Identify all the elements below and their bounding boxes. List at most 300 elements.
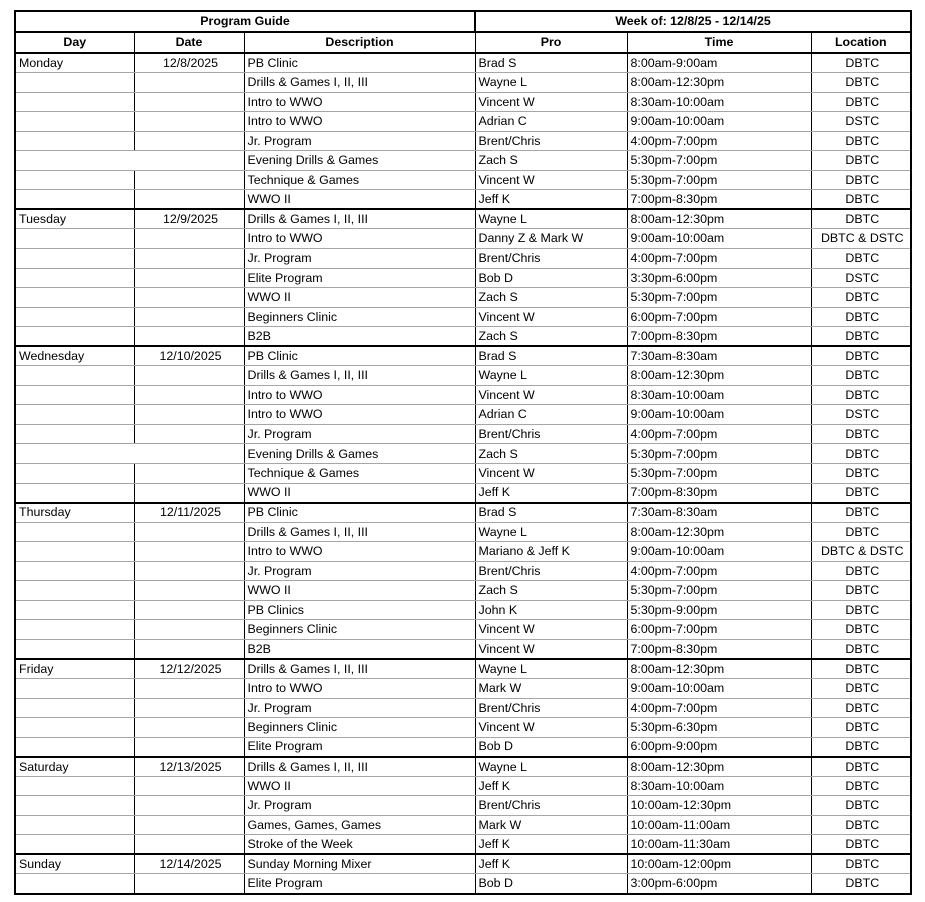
cell-time: 10:00am-12:30pm xyxy=(627,796,811,816)
cell-day: Friday xyxy=(15,659,134,679)
cell-time: 3:30pm-6:00pm xyxy=(627,268,811,288)
table-row xyxy=(15,151,911,171)
cell-date xyxy=(134,522,244,542)
cell-date xyxy=(134,776,244,796)
table-row xyxy=(15,131,911,151)
cell-description: WWO II xyxy=(244,288,475,308)
cell-pro: Mark W xyxy=(475,815,627,835)
cell-day xyxy=(15,718,134,738)
cell-location: DBTC & DSTC xyxy=(811,229,911,249)
cell-location: DBTC xyxy=(811,620,911,640)
cell-date: 12/12/2025 xyxy=(134,659,244,679)
cell-day: Sunday xyxy=(15,854,134,874)
cell-day xyxy=(15,835,134,855)
cell-location: DBTC xyxy=(811,698,911,718)
cell-description: Jr. Program xyxy=(244,698,475,718)
cell-date xyxy=(134,424,244,444)
table-row xyxy=(15,463,911,483)
table-row xyxy=(15,190,911,210)
cell-description: Drills & Games I, II, III xyxy=(244,659,475,679)
table-row xyxy=(15,112,911,132)
cell-time: 7:00pm-8:30pm xyxy=(627,190,811,210)
cell-day: Thursday xyxy=(15,503,134,523)
table-row xyxy=(15,737,911,757)
cell-day xyxy=(15,405,134,425)
cell-pro: Jeff K xyxy=(475,483,627,503)
cell-pro: Vincent W xyxy=(475,92,627,112)
cell-date xyxy=(134,796,244,816)
cell-pro: Wayne L xyxy=(475,73,627,93)
cell-description: WWO II xyxy=(244,776,475,796)
table-row xyxy=(15,835,911,855)
cell-description: Jr. Program xyxy=(244,561,475,581)
cell-description: Intro to WWO xyxy=(244,112,475,132)
cell-day xyxy=(15,679,134,699)
cell-location: DBTC xyxy=(811,92,911,112)
cell-pro: Adrian C xyxy=(475,112,627,132)
cell-description: Beginners Clinic xyxy=(244,307,475,327)
cell-time: 5:30pm-7:00pm xyxy=(627,170,811,190)
column-header-pro: Pro xyxy=(475,32,627,53)
table-row xyxy=(15,854,911,874)
cell-date xyxy=(134,248,244,268)
cell-pro: Wayne L xyxy=(475,209,627,229)
cell-date xyxy=(134,405,244,425)
cell-location: DBTC xyxy=(811,463,911,483)
cell-time: 8:30am-10:00am xyxy=(627,776,811,796)
cell-day xyxy=(15,815,134,835)
cell-location: DBTC xyxy=(811,503,911,523)
cell-time: 6:00pm-7:00pm xyxy=(627,307,811,327)
cell-pro: Brent/Chris xyxy=(475,131,627,151)
cell-day xyxy=(15,307,134,327)
cell-date: 12/10/2025 xyxy=(134,346,244,366)
cell-time: 6:00pm-9:00pm xyxy=(627,737,811,757)
cell-day xyxy=(15,620,134,640)
table-row xyxy=(15,229,911,249)
cell-pro: Vincent W xyxy=(475,718,627,738)
cell-pro: Brent/Chris xyxy=(475,698,627,718)
table-row xyxy=(15,503,911,523)
cell-pro: Mariano & Jeff K xyxy=(475,542,627,562)
cell-pro: Zach S xyxy=(475,151,627,171)
column-header-day: Day xyxy=(15,32,134,53)
cell-location: DBTC xyxy=(811,366,911,386)
cell-location: DSTC xyxy=(811,112,911,132)
cell-description: PB Clinic xyxy=(244,53,475,73)
cell-location: DBTC xyxy=(811,835,911,855)
cell-pro: Bob D xyxy=(475,737,627,757)
cell-location: DBTC xyxy=(811,151,911,171)
table-row xyxy=(15,620,911,640)
cell-pro: Bob D xyxy=(475,268,627,288)
cell-date xyxy=(134,620,244,640)
cell-date xyxy=(134,600,244,620)
cell-location: DBTC xyxy=(811,659,911,679)
week-of-title: Week of: 12/8/25 - 12/14/25 xyxy=(475,11,911,32)
cell-location: DBTC xyxy=(811,307,911,327)
title-row xyxy=(15,11,911,32)
cell-description: Drills & Games I, II, III xyxy=(244,366,475,386)
cell-date xyxy=(134,307,244,327)
cell-day xyxy=(15,112,134,132)
cell-day xyxy=(15,248,134,268)
cell-description: Games, Games, Games xyxy=(244,815,475,835)
cell-time: 9:00am-10:00am xyxy=(627,679,811,699)
cell-date xyxy=(134,718,244,738)
cell-location: DBTC xyxy=(811,854,911,874)
cell-time: 9:00am-10:00am xyxy=(627,112,811,132)
cell-time: 6:00pm-7:00pm xyxy=(627,620,811,640)
cell-location: DBTC xyxy=(811,288,911,308)
cell-date xyxy=(134,112,244,132)
cell-day xyxy=(15,170,134,190)
cell-date xyxy=(134,483,244,503)
table-row xyxy=(15,815,911,835)
cell-pro: Wayne L xyxy=(475,659,627,679)
cell-day xyxy=(15,92,134,112)
cell-time: 5:30pm-7:00pm xyxy=(627,288,811,308)
cell-description: Intro to WWO xyxy=(244,542,475,562)
cell-day xyxy=(15,600,134,620)
table-row xyxy=(15,170,911,190)
cell-location: DBTC xyxy=(811,561,911,581)
cell-pro: Vincent W xyxy=(475,385,627,405)
cell-description: Evening Drills & Games xyxy=(244,151,475,171)
cell-time: 4:00pm-7:00pm xyxy=(627,424,811,444)
cell-pro: Vincent W xyxy=(475,463,627,483)
cell-location: DBTC xyxy=(811,796,911,816)
cell-day xyxy=(15,483,134,503)
cell-description: Technique & Games xyxy=(244,170,475,190)
cell-pro: Brent/Chris xyxy=(475,561,627,581)
cell-date xyxy=(134,835,244,855)
cell-time: 4:00pm-7:00pm xyxy=(627,131,811,151)
cell-description: Jr. Program xyxy=(244,796,475,816)
cell-pro: Danny Z & Mark W xyxy=(475,229,627,249)
cell-day xyxy=(15,639,134,659)
cell-description: PB Clinics xyxy=(244,600,475,620)
cell-day xyxy=(15,268,134,288)
cell-date xyxy=(134,288,244,308)
cell-day xyxy=(15,463,134,483)
cell-location: DBTC xyxy=(811,131,911,151)
cell-date xyxy=(134,737,244,757)
cell-description: Elite Program xyxy=(244,874,475,894)
cell-time: 10:00am-11:30am xyxy=(627,835,811,855)
cell-day: Wednesday xyxy=(15,346,134,366)
cell-day xyxy=(15,327,134,347)
cell-description: WWO II xyxy=(244,190,475,210)
cell-location: DBTC xyxy=(811,444,911,464)
cell-description: Evening Drills & Games xyxy=(244,444,475,464)
cell-location: DBTC xyxy=(811,190,911,210)
cell-time: 5:30pm-7:00pm xyxy=(627,581,811,601)
cell-date: 12/13/2025 xyxy=(134,757,244,777)
table-row xyxy=(15,796,911,816)
cell-location: DBTC xyxy=(811,248,911,268)
cell-description: Beginners Clinic xyxy=(244,718,475,738)
table-row xyxy=(15,698,911,718)
cell-day: Saturday xyxy=(15,757,134,777)
table-row xyxy=(15,346,911,366)
table-row xyxy=(15,542,911,562)
cell-day xyxy=(15,796,134,816)
table-row xyxy=(15,366,911,386)
cell-date xyxy=(134,698,244,718)
cell-location: DBTC xyxy=(811,639,911,659)
cell-location: DBTC xyxy=(811,53,911,73)
cell-description: WWO II xyxy=(244,483,475,503)
cell-time: 8:00am-12:30pm xyxy=(627,659,811,679)
table-row xyxy=(15,288,911,308)
cell-pro: Vincent W xyxy=(475,170,627,190)
table-row xyxy=(15,327,911,347)
cell-description: Intro to WWO xyxy=(244,229,475,249)
cell-location: DBTC xyxy=(811,483,911,503)
cell-location: DSTC xyxy=(811,268,911,288)
cell-day xyxy=(15,190,134,210)
cell-pro: Jeff K xyxy=(475,854,627,874)
cell-location: DBTC xyxy=(811,346,911,366)
cell-time: 3:00pm-6:00pm xyxy=(627,874,811,894)
cell-time: 8:00am-12:30pm xyxy=(627,73,811,93)
cell-pro: Brent/Chris xyxy=(475,424,627,444)
table-row xyxy=(15,307,911,327)
cell-pro: Brad S xyxy=(475,503,627,523)
table-row xyxy=(15,73,911,93)
cell-description: Intro to WWO xyxy=(244,92,475,112)
cell-location: DBTC xyxy=(811,424,911,444)
cell-pro: Zach S xyxy=(475,581,627,601)
cell-date: 12/9/2025 xyxy=(134,209,244,229)
cell-day xyxy=(15,698,134,718)
cell-time: 4:00pm-7:00pm xyxy=(627,698,811,718)
cell-date: 12/11/2025 xyxy=(134,503,244,523)
cell-time: 8:00am-12:30pm xyxy=(627,366,811,386)
cell-location: DBTC xyxy=(811,815,911,835)
cell-day xyxy=(15,424,134,444)
cell-date xyxy=(134,874,244,894)
table-row xyxy=(15,424,911,444)
cell-time: 9:00am-10:00am xyxy=(627,229,811,249)
cell-location: DBTC xyxy=(811,776,911,796)
cell-description: Sunday Morning Mixer xyxy=(244,854,475,874)
cell-pro: Wayne L xyxy=(475,522,627,542)
cell-description: WWO II xyxy=(244,581,475,601)
cell-date xyxy=(134,542,244,562)
cell-day xyxy=(15,542,134,562)
cell-location: DBTC xyxy=(811,581,911,601)
table-row xyxy=(15,268,911,288)
cell-date xyxy=(134,561,244,581)
cell-location: DBTC xyxy=(811,209,911,229)
cell-pro: Jeff K xyxy=(475,776,627,796)
cell-pro: Zach S xyxy=(475,288,627,308)
table-row xyxy=(15,522,911,542)
cell-day xyxy=(15,131,134,151)
table-row xyxy=(15,776,911,796)
cell-location: DBTC xyxy=(811,170,911,190)
table-row xyxy=(15,581,911,601)
table-row xyxy=(15,248,911,268)
cell-day xyxy=(15,737,134,757)
cell-pro: Brent/Chris xyxy=(475,248,627,268)
cell-pro: Vincent W xyxy=(475,639,627,659)
cell-location: DBTC xyxy=(811,327,911,347)
cell-pro: Wayne L xyxy=(475,757,627,777)
cell-location: DBTC xyxy=(811,385,911,405)
cell-day xyxy=(15,366,134,386)
cell-pro: Wayne L xyxy=(475,366,627,386)
cell-time: 4:00pm-7:00pm xyxy=(627,248,811,268)
table-row xyxy=(15,53,911,73)
cell-time: 10:00am-12:00pm xyxy=(627,854,811,874)
cell-date xyxy=(134,581,244,601)
cell-pro: Brad S xyxy=(475,53,627,73)
cell-pro: John K xyxy=(475,600,627,620)
table-row xyxy=(15,92,911,112)
cell-time: 4:00pm-7:00pm xyxy=(627,561,811,581)
cell-day xyxy=(15,288,134,308)
cell-location: DBTC xyxy=(811,737,911,757)
cell-time: 8:00am-12:30pm xyxy=(627,209,811,229)
cell-date xyxy=(134,385,244,405)
cell-day xyxy=(15,581,134,601)
cell-time: 7:30am-8:30am xyxy=(627,503,811,523)
cell-day xyxy=(15,522,134,542)
cell-description: Stroke of the Week xyxy=(244,835,475,855)
cell-date xyxy=(134,170,244,190)
cell-pro: Jeff K xyxy=(475,835,627,855)
cell-time: 8:30am-10:00am xyxy=(627,385,811,405)
cell-day xyxy=(15,776,134,796)
cell-pro: Zach S xyxy=(475,444,627,464)
cell-day-date-merged xyxy=(15,444,244,464)
cell-date xyxy=(134,639,244,659)
cell-description: Drills & Games I, II, III xyxy=(244,522,475,542)
table-row xyxy=(15,561,911,581)
column-header-location: Location xyxy=(811,32,911,53)
cell-description: Elite Program xyxy=(244,268,475,288)
cell-date xyxy=(134,815,244,835)
cell-time: 8:00am-12:30pm xyxy=(627,757,811,777)
cell-pro: Mark W xyxy=(475,679,627,699)
cell-date xyxy=(134,73,244,93)
cell-date xyxy=(134,463,244,483)
cell-date: 12/8/2025 xyxy=(134,53,244,73)
cell-pro: Bob D xyxy=(475,874,627,894)
cell-time: 7:00pm-8:30pm xyxy=(627,483,811,503)
cell-time: 5:30pm-7:00pm xyxy=(627,444,811,464)
table-row xyxy=(15,483,911,503)
cell-time: 7:00pm-8:30pm xyxy=(627,639,811,659)
cell-description: Jr. Program xyxy=(244,131,475,151)
cell-date xyxy=(134,131,244,151)
cell-location: DBTC xyxy=(811,718,911,738)
cell-description: Intro to WWO xyxy=(244,679,475,699)
cell-time: 8:00am-9:00am xyxy=(627,53,811,73)
cell-pro: Brent/Chris xyxy=(475,796,627,816)
cell-time: 5:30pm-6:30pm xyxy=(627,718,811,738)
cell-time: 9:00am-10:00am xyxy=(627,542,811,562)
column-header-description: Description xyxy=(244,32,475,53)
table-row xyxy=(15,757,911,777)
table-row xyxy=(15,209,911,229)
cell-time: 10:00am-11:00am xyxy=(627,815,811,835)
column-header-date: Date xyxy=(134,32,244,53)
table-row xyxy=(15,639,911,659)
cell-description: Drills & Games I, II, III xyxy=(244,209,475,229)
cell-location: DBTC xyxy=(811,522,911,542)
cell-pro: Zach S xyxy=(475,327,627,347)
column-header-time: Time xyxy=(627,32,811,53)
cell-location: DBTC & DSTC xyxy=(811,542,911,562)
cell-time: 7:30am-8:30am xyxy=(627,346,811,366)
program-guide-title: Program Guide xyxy=(15,11,475,32)
cell-time: 8:30am-10:00am xyxy=(627,92,811,112)
cell-location: DBTC xyxy=(811,757,911,777)
cell-description: Elite Program xyxy=(244,737,475,757)
cell-time: 9:00am-10:00am xyxy=(627,405,811,425)
column-header-row xyxy=(15,32,911,53)
cell-pro: Vincent W xyxy=(475,620,627,640)
cell-description: Beginners Clinic xyxy=(244,620,475,640)
cell-day xyxy=(15,73,134,93)
cell-description: PB Clinic xyxy=(244,346,475,366)
program-guide-table xyxy=(14,10,912,895)
cell-date xyxy=(134,268,244,288)
table-row xyxy=(15,679,911,699)
table-row xyxy=(15,659,911,679)
cell-date: 12/14/2025 xyxy=(134,854,244,874)
cell-day: Tuesday xyxy=(15,209,134,229)
table-row xyxy=(15,444,911,464)
cell-date xyxy=(134,327,244,347)
cell-time: 5:30pm-7:00pm xyxy=(627,151,811,171)
cell-location: DBTC xyxy=(811,679,911,699)
cell-day xyxy=(15,229,134,249)
cell-pro: Jeff K xyxy=(475,190,627,210)
cell-day-date-merged xyxy=(15,151,244,171)
cell-description: Jr. Program xyxy=(244,248,475,268)
table-row xyxy=(15,874,911,894)
cell-time: 7:00pm-8:30pm xyxy=(627,327,811,347)
cell-description: Intro to WWO xyxy=(244,385,475,405)
cell-location: DBTC xyxy=(811,600,911,620)
cell-day xyxy=(15,874,134,894)
cell-location: DBTC xyxy=(811,874,911,894)
cell-date xyxy=(134,366,244,386)
cell-pro: Adrian C xyxy=(475,405,627,425)
cell-pro: Brad S xyxy=(475,346,627,366)
cell-description: Technique & Games xyxy=(244,463,475,483)
cell-description: B2B xyxy=(244,639,475,659)
cell-time: 5:30pm-7:00pm xyxy=(627,463,811,483)
cell-description: B2B xyxy=(244,327,475,347)
cell-time: 8:00am-12:30pm xyxy=(627,522,811,542)
cell-date xyxy=(134,229,244,249)
cell-date xyxy=(134,92,244,112)
table-row xyxy=(15,600,911,620)
cell-date xyxy=(134,190,244,210)
cell-pro: Vincent W xyxy=(475,307,627,327)
cell-description: Drills & Games I, II, III xyxy=(244,757,475,777)
table-row xyxy=(15,405,911,425)
cell-day: Monday xyxy=(15,53,134,73)
cell-time: 5:30pm-9:00pm xyxy=(627,600,811,620)
cell-date xyxy=(134,679,244,699)
